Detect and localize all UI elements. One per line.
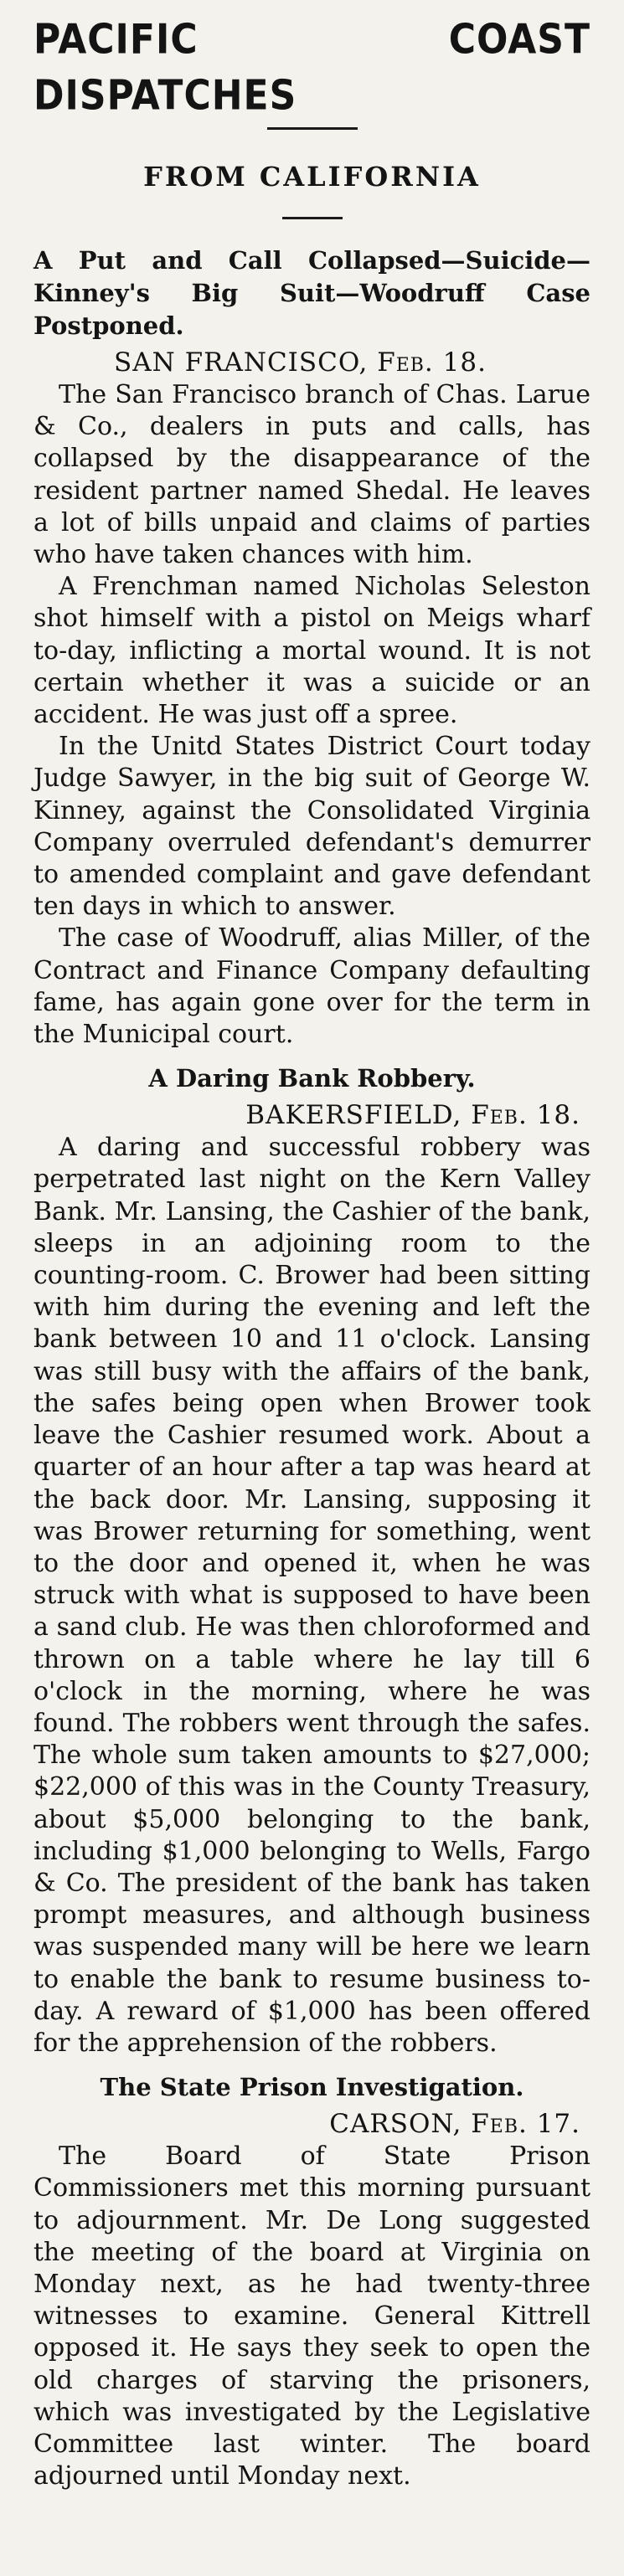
article-bakersfield	[34, 1062, 590, 2059]
article-headline: A Daring Bank Robbery.	[148, 1064, 476, 1093]
article-paragraph: In the Unitd States District Court today Judge Sawyer, in the big suit of George W. Kinney, against the Consolidated Virginia Company overruled defendant's demurrer to amended complaint and gave defendant ten days in which to answer.	[34, 732, 590, 922]
article-carson	[34, 2071, 590, 2492]
article-dateline: BAKERSFIELD, Feb. 18.	[245, 1100, 580, 1131]
article-paragraph: A daring and successful robbery was perpetrated last night on the Kern Valley Bank. Mr. Lansing, the Cashier of the bank, sleeps in an adjoining room to the counting-room. C. Brower had been sitting with him during the evening and left the bank between 10 and 11 o'clock. Lansing was still busy with the affairs of the bank, the safes being open when Brower took leave the Cashier resumed work. About a quarter of an hour after a tap was heard at the back door. Mr. Lansing, supposing it was Brower returning for something, went to the door and opened it, when he was struck with what is supposed to have been a sand club. He was then chloroformed and thrown on a table where he lay till 6 o'clock in the morning, where he was found. The robbers went through the safes. The whole sum taken amounts to $27,000; $22,000 of this was in the County Treasury, about $5,000 belonging to the bank, including $1,000 belonging to Wells, Fargo & Co. The president of the bank has taken prompt measures, and although business was suspended many will be here we learn to enable the bank to resume business to-day. A reward of $1,000 has been offered for the apprehension of the robbers.	[34, 1133, 590, 2058]
subhead-rule	[282, 217, 343, 219]
article-headline: A Put and Call Collapsed—Suicide—Kinney's Big Suit—Woodruff Case Postponed.	[34, 246, 590, 340]
article-paragraph: The case of Woodruff, alias Miller, of the Contract and Finance Company defaulting fame, has again gone over for the term in the Municipal court.	[34, 923, 590, 1050]
article-paragraph: A Frenchman named Nicholas Seleston shot himself with a pistol on Meigs wharf to-day, inflicting a mortal wound. It is not certain whether it was a suicide or an accident. He was just off a spree.	[34, 572, 590, 730]
masthead-rule	[267, 127, 358, 130]
masthead: PACIFIC COAST DISPATCHES	[34, 15, 590, 120]
article-san-francisco	[34, 244, 590, 1051]
section-subhead: FROM CALIFORNIA	[143, 161, 481, 193]
news-column	[34, 12, 590, 2492]
article-headline: The State Prison Investigation.	[100, 2073, 524, 2102]
article-paragraph: The Board of State Prison Commissioners met this morning pursuant to adjournment. Mr. De Long suggested the meeting of the board at Virginia on Monday next, as he had twenty-three witnesses to examine. General Kittrell opposed it. He says they seek to open the old charges of starving the prisoners, which was investigated by the Legislative Committee last winter. The board adjourned until Monday next.	[34, 2142, 590, 2491]
article-dateline: CARSON, Feb. 17.	[329, 2109, 580, 2140]
article-dateline: SAN FRANCISCO, Feb. 18.	[114, 347, 487, 378]
article-paragraph: The San Francisco branch of Chas. Larue & Co., dealers in puts and calls, has collapsed by the disappearance of the resident partner named Shedal. He leaves a lot of bills unpaid and claims of parties who have taken chances with him.	[34, 380, 590, 570]
